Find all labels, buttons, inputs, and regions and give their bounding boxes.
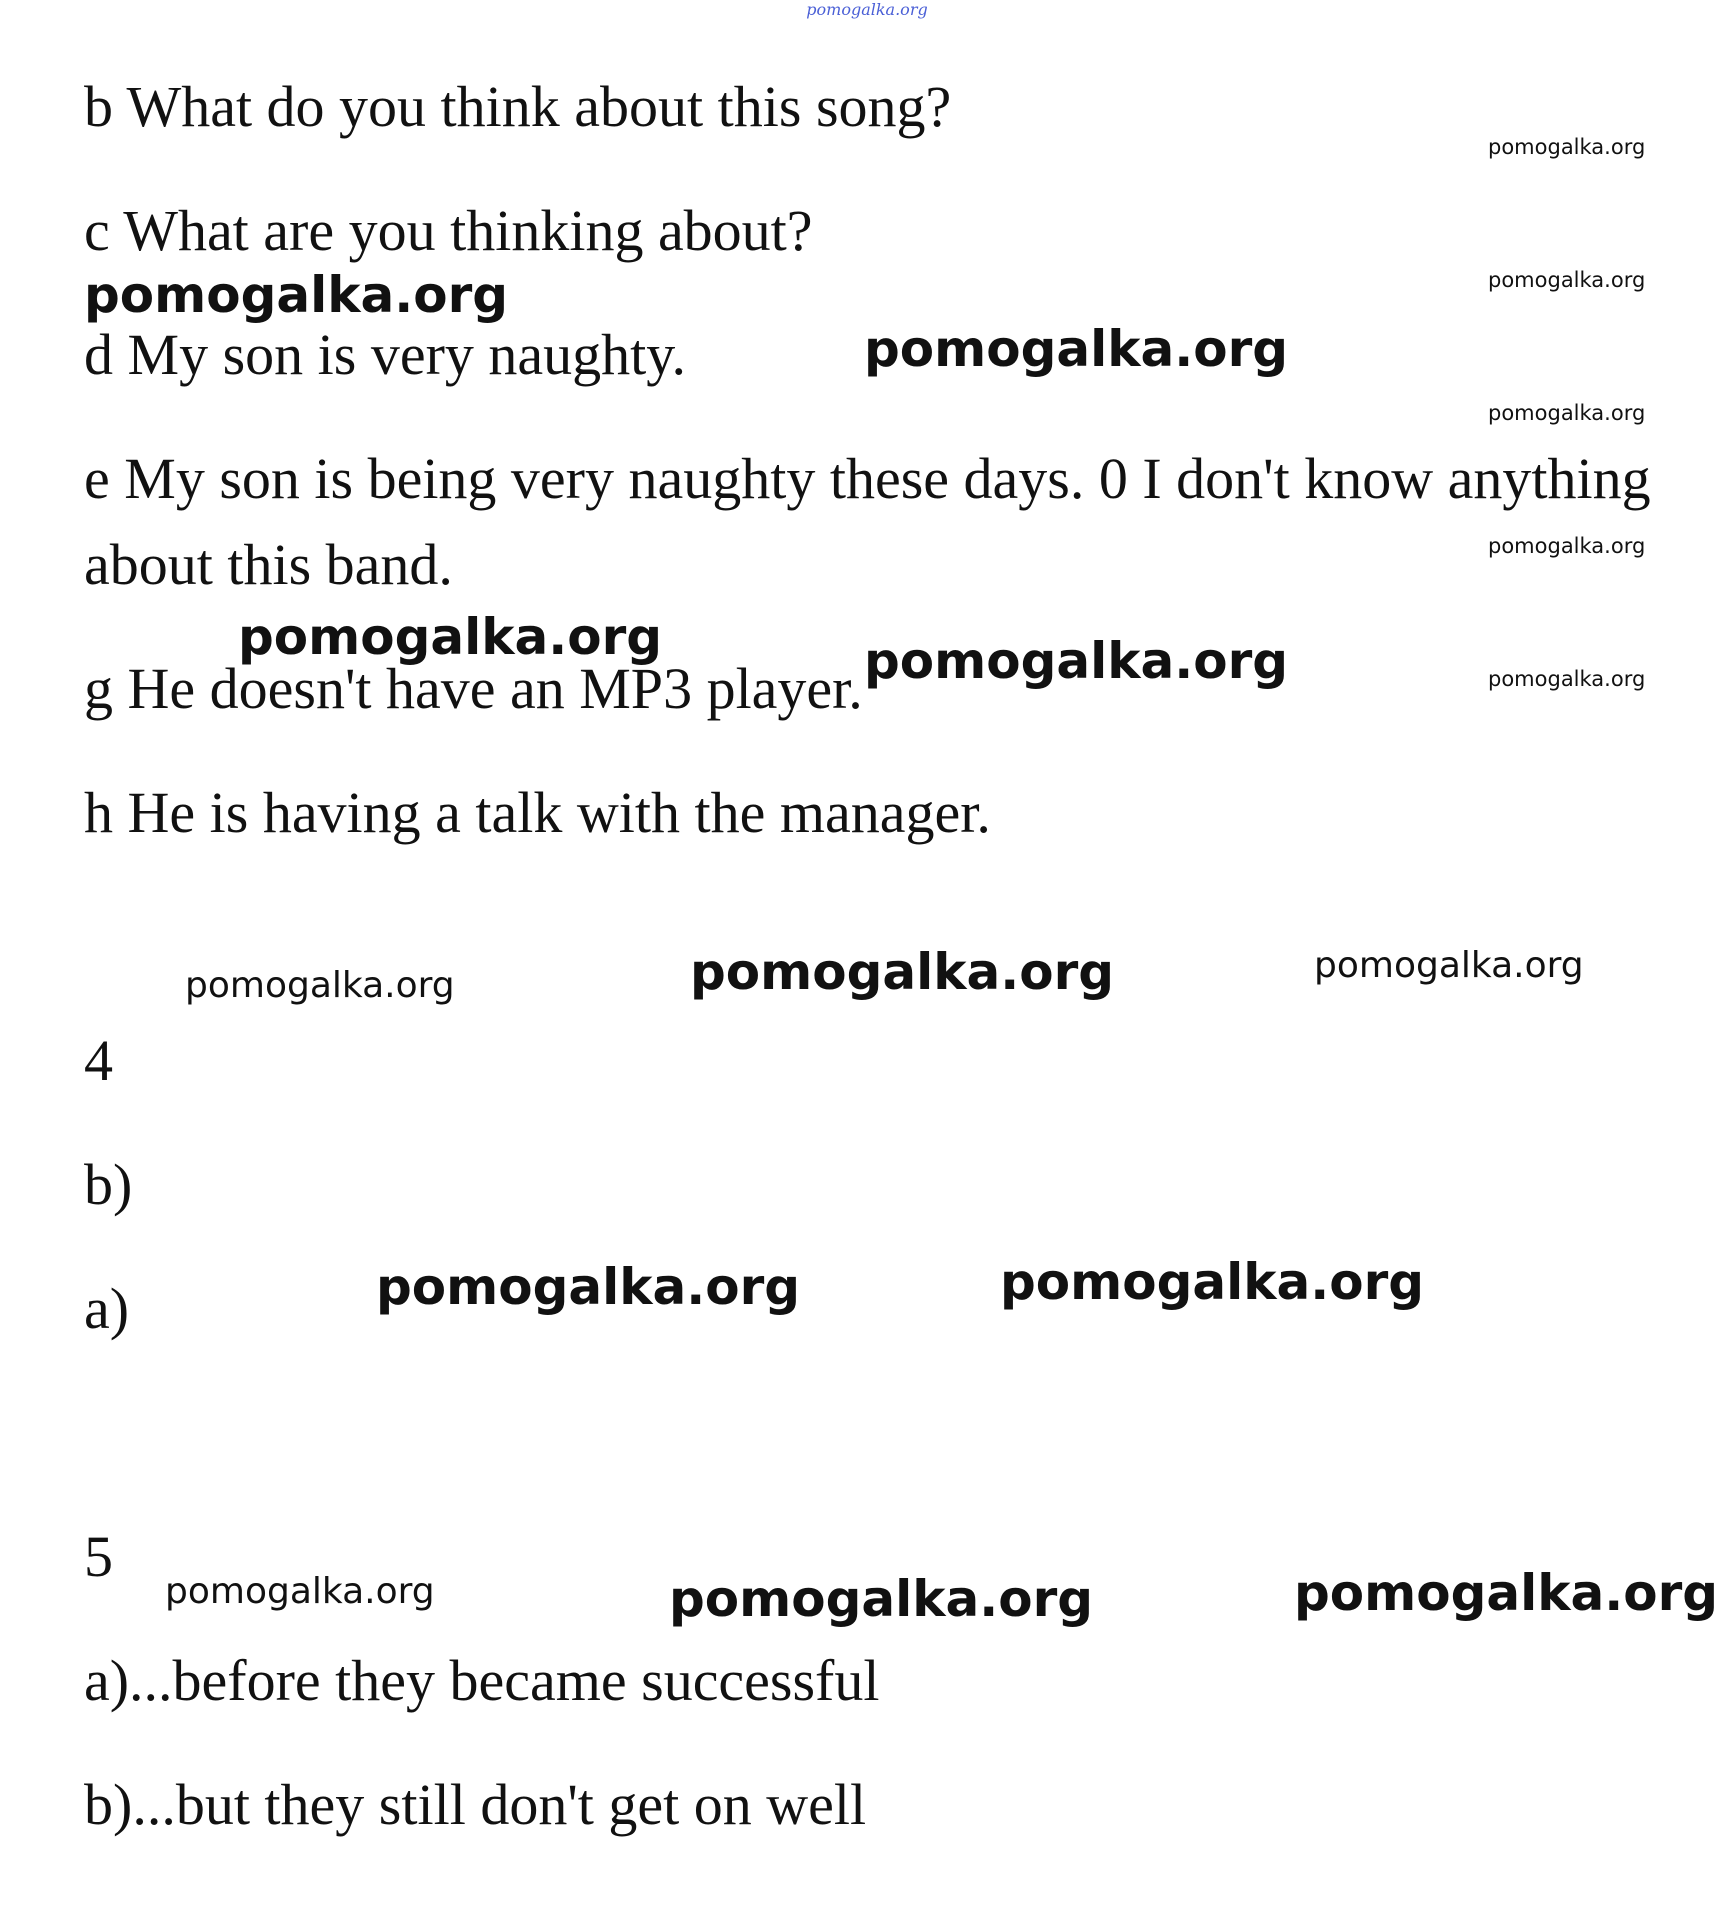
section-number-5: 5 — [84, 1524, 113, 1589]
answer-4a: a) — [84, 1276, 130, 1341]
watermark: pomogalka.org — [1488, 268, 1646, 292]
line-c: c What are you thinking about? — [84, 198, 813, 263]
watermark: pomogalka.org — [238, 608, 663, 666]
line-g: g He doesn't have an MP3 player. — [84, 656, 863, 721]
section-number-4: 4 — [84, 1028, 113, 1093]
line-d: d My son is very naughty. — [84, 322, 686, 387]
watermark: pomogalka.org — [1488, 534, 1646, 558]
watermark: pomogalka.org — [1488, 667, 1646, 691]
answer-5a: a)...before they became successful — [84, 1648, 880, 1713]
line-e-continued: about this band. — [84, 532, 453, 597]
answer-5b: b)...but they still don't get on well — [84, 1772, 867, 1837]
watermark: pomogalka.org — [1314, 945, 1584, 986]
watermark: pomogalka.org — [1488, 135, 1646, 159]
watermark: pomogalka.org — [669, 1570, 1094, 1628]
watermark: pomogalka.org — [84, 266, 509, 324]
line-h: h He is having a talk with the manager. — [84, 780, 991, 845]
watermark: pomogalka.org — [690, 943, 1115, 1001]
watermark: pomogalka.org — [864, 320, 1289, 378]
watermark: pomogalka.org — [165, 1571, 435, 1612]
line-e: e My son is being very naughty these days. 0 I don't know anything — [84, 446, 1651, 511]
watermark: pomogalka.org — [1294, 1564, 1719, 1622]
answer-4b: b) — [84, 1152, 133, 1217]
watermark: pomogalka.org — [185, 965, 455, 1006]
line-b: b What do you think about this song? — [84, 74, 952, 139]
watermark: pomogalka.org — [1000, 1253, 1425, 1311]
watermark: pomogalka.org — [1488, 401, 1646, 425]
watermark: pomogalka.org — [376, 1258, 801, 1316]
watermark: pomogalka.org — [864, 632, 1289, 690]
header-watermark: pomogalka.org — [806, 0, 928, 19]
